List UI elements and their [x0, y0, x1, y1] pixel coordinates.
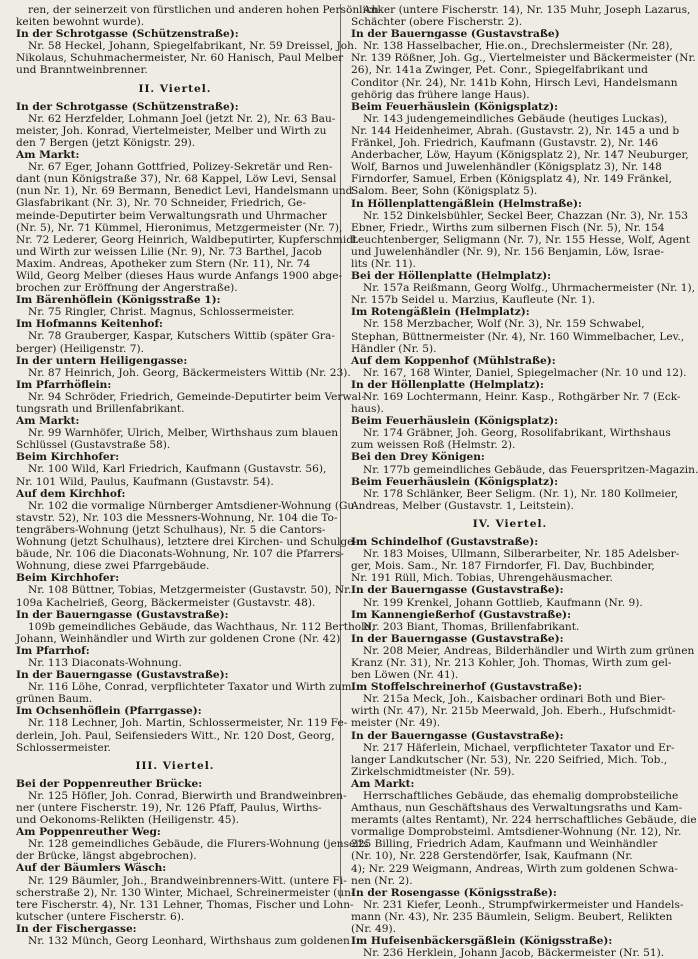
entry-line: 109a Kachelrieß, Georg, Bäckermeister (Gustavstr. 48).	[16, 596, 316, 609]
street-heading: In der Höllenplatte (Helmplatz):	[351, 378, 544, 391]
street-heading: In der Bauerngasse (Gustavstraße):	[16, 608, 229, 621]
entry-line: tengräbers-Wohnung (jetzt Schulhaus), Nr. 5 die Cantors-	[16, 523, 326, 536]
entry-line: bäude, Nr. 106 die Diaconats-Wohnung, Nr. 107 die Pfarrers-	[16, 548, 344, 561]
entry-line: Johann, Weinhändler und Wirth zur goldenen Crone (Nr. 42)	[16, 632, 341, 645]
entry-line: Nr. 128 gemeindliches Gebäude, die Flurers-Wohnung (jenseits	[28, 838, 369, 851]
street-heading: In der Bauerngasse (Gustavstraße):	[351, 584, 564, 597]
street-heading: Bei den Drey Königen:	[351, 451, 485, 464]
entry-line: Kranz (Nr. 31), Nr. 213 Kohler, Joh. Thomas, Wirth zum gel-	[351, 656, 672, 669]
entry-line: Nr. 191 Rüll, Mich. Tobias, Uhrengehäusmacher.	[351, 572, 613, 585]
entry-line: Nr. 58 Heckel, Johann, Spiegelfabrikant, Nr. 59 Dreissel, Joh.	[28, 40, 358, 53]
street-heading: In Höllenplattengäßlein (Helmstraße):	[351, 197, 582, 210]
entry-line: Ebner, Friedr., Wirths zum silbernen Fisch (Nr. 5), Nr. 154	[351, 221, 665, 234]
street-heading: Im Stoffelschreinerhof (Gustavstraße):	[351, 681, 583, 694]
entry-line: dant (nun Königstraße 37), Nr. 68 Kappel, Löw Levi, Sensal	[16, 173, 337, 186]
entry-line: Nr. 75 Ringler, Christ. Magnus, Schlossermeister.	[28, 306, 295, 319]
entry-line: und Oekonoms-Relikten (Heiligenstr. 45).	[16, 814, 239, 827]
street-heading: Am Markt:	[16, 415, 80, 428]
entry-line: Nr. 174 Gräbner, Joh. Georg, Rosolifabrikant, Wirthshaus	[363, 427, 671, 440]
entry-line: Nr. 118 Lechner, Joh. Martin, Schlossermeister, Nr. 119 Fe-	[28, 717, 348, 730]
entry-line: der Brücke, längst abgebrochen).	[16, 850, 197, 863]
entry-line: Schlossermeister.	[16, 741, 111, 754]
quarter-heading: III. Viertel.	[135, 759, 215, 772]
street-heading: In der Bauerngasse (Gustavstraße)	[351, 28, 560, 41]
entry-line: Händler (Nr. 5).	[351, 342, 437, 355]
entry-line: und Branntweinbrenner.	[16, 64, 148, 77]
street-heading: Bei der Poppenreuther Brücke:	[16, 777, 203, 790]
entry-line: und Juwelenhändler (Nr. 9), Nr. 156 Benjamin, Löw, Israe-	[351, 245, 664, 258]
entry-line: Herrschaftliches Gebäude, das ehemalig domprobsteiliche	[363, 790, 679, 802]
street-heading: In der Bauerngasse (Gustavstraße):	[16, 669, 229, 682]
entry-line: ger, Mois. Sam., Nr. 187 Firndorfer, Fl. Dav, Buchbinder,	[351, 560, 655, 573]
entry-line: (nun Nr. 1), Nr. 69 Bermann, Benedict Levi, Handelsmann und	[16, 185, 353, 198]
entry-line: Nr. 67 Eger, Johann Gottfried, Polizey-Sekretär und Ren-	[28, 161, 333, 174]
entry-line: Nr. 217 Häferlein, Michael, verpflichteter Taxator und Er-	[363, 741, 675, 754]
street-heading: Im Pfarrhöflein:	[16, 378, 112, 391]
entry-line: derlein, Joh. Paul, Seifensieders Witt., Nr. 120 Dost, Georg,	[16, 729, 335, 742]
right-column	[351, 4, 698, 959]
entry-line: Nr. 99 Warnhöfer, Ulrich, Melber, Wirthshaus zum blauen	[28, 427, 339, 440]
entry-line: Glasfabrikant (Nr. 3), Nr. 70 Schneider, Friedrich, Ge-	[16, 197, 306, 210]
entry-line: Wohnung (jetzt Schulhaus), letztere drei Kirchen- und Schulge-	[16, 536, 358, 549]
entry-line: lits (Nr. 11).	[351, 257, 416, 270]
street-heading: Am Poppenreuther Weg:	[16, 826, 161, 839]
entry-line: meinde-Deputirter beim Verwaltungsrath und Uhrmacher	[16, 209, 327, 222]
entry-line: ben Löwen (Nr. 41).	[351, 669, 459, 682]
entry-line: ner (untere Fischerstr. 19), Nr. 126 Pfaff, Paulus, Wirths-	[16, 802, 322, 814]
entry-line: (Nr. 5), Nr. 71 Kümmel, Hieronimus, Metzgermeister (Nr. 7),	[16, 221, 343, 234]
entry-line: Stephan, Büttnermeister (Nr. 4), Nr. 160 Wimmelbacher, Lev.,	[351, 330, 685, 343]
street-heading: Beim Feuerhäuslein (Königsplatz):	[351, 415, 559, 428]
entry-line: meister, Joh. Konrad, Viertelmeister, Melber und Wirth zu	[16, 124, 327, 137]
entry-line: Nr. 152 Dinkelsbühler, Seckel Beer, Chazzan (Nr. 3), Nr. 153	[363, 209, 688, 222]
street-heading: Bei der Höllenplatte (Helmplatz):	[351, 270, 552, 283]
street-heading: Im Pfarrhof:	[16, 644, 90, 657]
entry-line: Nr. 102 die vormalige Nürnberger Amtsdiener-Wohnung (Gu-	[28, 499, 358, 512]
entry-line: Anker (untere Fischerstr. 14), Nr. 135 Muhr, Joseph Lazarus,	[363, 4, 691, 16]
entry-line: wirth (Nr. 47), Nr. 215b Meerwald, Joh. Eberh., Hufschmidt-	[351, 705, 676, 718]
entry-line: tere Fischerstr. 4), Nr. 131 Lehner, Thomas, Fischer und Lohn-	[16, 898, 354, 911]
entry-line: Nr. 113 Diaconats-Wohnung.	[28, 656, 182, 669]
entry-line: Nr. 169 Lochtermann, Heinr. Kasp., Rothgärber Nr. 7 (Eck-	[363, 391, 681, 403]
entry-line: scherstraße 2), Nr. 130 Winter, Michael, Schreinermeister (un-	[16, 886, 355, 899]
entry-line: 225 Billing, Friedrich Adam, Kaufmann und Weinhändler	[351, 838, 658, 851]
entry-line: den 7 Bergen (jetzt Königstr. 29).	[16, 136, 196, 149]
quarter-heading: II. Viertel.	[138, 82, 212, 95]
street-heading: Auf dem Kirchhof:	[16, 487, 126, 500]
entry-line: Nr. 208 Meier, Andreas, Bilderhändler und Wirth zum grünen	[363, 644, 695, 657]
quarter-heading: IV. Viertel.	[472, 517, 548, 530]
entry-line: vormalige Domprobsteiml. Amtsdiener-Wohnung (Nr. 12), Nr.	[351, 826, 682, 839]
entry-line: Nr. 108 Büttner, Tobias, Metzgermeister (Gustavstr. 50), Nr.	[28, 584, 352, 597]
entry-line: grünen Baum.	[16, 693, 93, 706]
entry-line: ren, der seinerzeit von fürstlichen und anderen hohen Persönlich-	[28, 4, 383, 16]
entry-line: Nr. 101 Wild, Paulus, Kaufmann (Gustavstr. 54).	[16, 475, 274, 488]
entry-line: Wolf, Barnos und Juwelenhändler (Königsplatz 3), Nr. 148	[351, 161, 662, 174]
entry-line: Nr. 157a Reißmann, Georg Wolfg., Uhrmachermeister (Nr. 1),	[363, 282, 695, 295]
entry-line: Nr. 129 Bäumler, Joh., Brandweinbrenners-Witt. (untere Fi-	[28, 874, 347, 887]
entry-line: 109b gemeindliches Gebäude, das Wachthaus, Nr. 112 Berthold,	[28, 620, 375, 633]
entry-line: langer Landkutscher (Nr. 53), Nr. 220 Seifried, Mich. Tob.,	[351, 753, 668, 766]
entry-line: Nr. 94 Schröder, Friedrich, Gemeinde-Deputirter beim Verwal-	[28, 390, 365, 403]
street-heading: Im Hufeisenbäckersgäßlein (Königsstraße):	[351, 935, 613, 948]
street-heading: Auf dem Koppenhof (Mühlstraße):	[351, 354, 556, 367]
entry-line: nen (Nr. 2).	[351, 874, 413, 887]
street-heading: In der Bauerngasse (Gustavstraße):	[351, 632, 564, 645]
entry-line: Anderbacher, Löw, Hayum (Königsplatz 2), Nr. 147 Neuburger,	[351, 149, 689, 162]
entry-line: Salom. Beer, Sohn (Königsplatz 5).	[351, 185, 538, 198]
entry-line: Nr. 143 judengemeindliches Gebäude (heutiges Luckas),	[363, 112, 668, 125]
entry-line: (Nr. 49).	[351, 923, 397, 936]
entry-line: zum weissen Roß (Helmstr. 2).	[351, 439, 516, 452]
entry-line: Nr. 199 Krenkel, Johann Gottlieb, Kaufmann (Nr. 9).	[363, 596, 643, 609]
entry-line: Nr. 125 Höfler, Joh. Conrad, Bierwirth und Brandweinbren-	[28, 789, 347, 802]
entry-line: meister (Nr. 49).	[351, 717, 441, 730]
entry-line: Zirkelschmidtmeister (Nr. 59).	[351, 765, 515, 778]
entry-line: Wild, Georg Melber (dieses Haus wurde Anfangs 1900 abge-	[16, 269, 343, 282]
entry-line: Nr. 116 Löhe, Conrad, verpflichteter Taxator und Wirth zum	[28, 681, 352, 694]
street-heading: Beim Kirchhofer:	[16, 451, 120, 464]
entry-line: 4); Nr. 229 Weigmann, Andreas, Wirth zum goldenen Schwa-	[351, 862, 678, 875]
entry-line: Nr. 132 Münch, Georg Leonhard, Wirthshaus zum goldenen	[28, 935, 350, 948]
entry-line: Nr. 158 Merzbacher, Wolf (Nr. 3), Nr. 159 Schwabel,	[363, 318, 645, 331]
street-heading: Beim Feuerhäuslein (Königsplatz):	[351, 100, 559, 113]
entry-line: brochen zur Eröffnung der Angerstraße).	[16, 282, 238, 295]
entry-line: Amthaus, nun Geschäftshaus des Verwaltungsraths und Kam-	[351, 802, 683, 815]
street-heading: Auf der Bäumlers Wäsch:	[16, 862, 167, 875]
entry-line: Nr. 72 Lederer, Georg Heinrich, Waldbeputirter, Kupferschmidt	[16, 233, 358, 246]
entry-line: Nr. 157b Seidel u. Marzius, Kaufleute (Nr. 1).	[351, 294, 596, 307]
entry-line: Schächter (obere Fischerstr. 2).	[351, 16, 523, 29]
entry-line: haus).	[351, 403, 384, 416]
entry-line: Maxim. Andreas, Apotheker zum Stern (Nr. 11), Nr. 74	[16, 257, 311, 270]
entry-line: Nr. 78 Grauberger, Kaspar, Kutschers Wittib (später Gra-	[28, 330, 335, 343]
street-heading: Im Hofmanns Keitenhof:	[16, 318, 163, 331]
entry-line: tungsrath und Brillenfabrikant.	[16, 403, 185, 415]
street-heading: Im Kannengießerhof (Gustavstraße):	[351, 608, 571, 621]
entry-line: Schlüssel (Gustavstraße 58).	[16, 439, 171, 452]
street-heading: In der untern Heiligengasse:	[16, 354, 188, 367]
street-heading: In der Schrotgasse (Schützenstraße):	[16, 100, 239, 113]
street-heading: In der Fischergasse:	[16, 922, 137, 935]
entry-line: 26), Nr. 141a Zwinger, Pet. Conr., Spiegelfabrikant und	[351, 64, 648, 77]
entry-line: stavstr. 52), Nr. 103 die Messners-Wohnung, Nr. 104 die To-	[16, 511, 338, 524]
entry-line: Conditor (Nr. 24), Nr. 141b Kohn, Hirsch Levi, Handelsmann	[351, 76, 678, 89]
entry-line: Nikolaus, Schuhmachermeister, Nr. 60 Hanisch, Paul Melber	[16, 52, 344, 65]
entry-line: Nr. 203 Biant, Thomas, Brillenfabrikant.	[363, 620, 580, 633]
street-heading: Im Schindelhof (Gustavstraße):	[351, 536, 539, 549]
entry-line: Nr. 236 Herklein, Johann Jacob, Bäckermeister (Nr. 51).	[363, 947, 665, 959]
street-heading: Im Rotengäßlein (Helmplatz):	[351, 306, 530, 319]
entry-line: mann (Nr. 43), Nr. 235 Bäumlein, Seligm. Beubert, Relikten	[351, 910, 673, 923]
entry-line: Nr. 231 Kiefer, Leonh., Strumpfwirkermeister und Handels-	[363, 898, 684, 911]
entry-line: Nr. 87 Heinrich, Joh. Georg, Bäckermeisters Wittib (Nr. 23).	[28, 366, 351, 379]
entry-line: Andreas, Melber (Gustavstr. 1, Leitstein).	[351, 499, 574, 512]
entry-line: Nr. 144 Heidenheimer, Abrah. (Gustavstr. 2), Nr. 145 a und b	[351, 124, 680, 137]
street-heading: Beim Kirchhofer:	[16, 572, 120, 585]
entry-line: kutscher (untere Fischerstr. 6).	[16, 910, 185, 923]
entry-line: und Wirth zur weissen Lilie (Nr. 9), Nr. 73 Barthel, Jacob	[16, 245, 322, 258]
entry-line: meramts (altes Rentamt), Nr. 224 herrschaftliches Gebäude, die	[351, 814, 697, 827]
entry-line: Nr. 167, 168 Winter, Daniel, Spiegelmacher (Nr. 10 und 12).	[363, 366, 687, 379]
entry-line: berger) (Heiligenstr. 7).	[16, 342, 144, 355]
entry-line: (Nr. 10), Nr. 228 Gerstendörfer, Isak, Kaufmann (Nr.	[351, 850, 633, 863]
entry-line: Nr. 62 Herzfelder, Lohmann Joel (jetzt Nr. 2), Nr. 63 Bau-	[28, 112, 336, 125]
entry-line: gehörig das frühere lange Haus).	[351, 88, 530, 101]
entry-line: Nr. 138 Hasselbacher, Hie.on., Drechslermeister (Nr. 28),	[363, 40, 673, 53]
street-heading: Am Markt:	[16, 149, 80, 162]
street-heading: Im Ochsenhöflein (Pfarrgasse):	[16, 705, 202, 718]
entry-line: Fränkel, Joh. Friedrich, Kaufmann (Gustavstr. 2), Nr. 146	[351, 137, 659, 150]
entry-line: Leuchtenberger, Seligmann (Nr. 7), Nr. 155 Hesse, Wolf, Agent	[351, 233, 691, 246]
entry-line: keiten bewohnt wurde).	[16, 16, 145, 29]
entry-line: Nr. 183 Moises, Ullmann, Silberarbeiter, Nr. 185 Adelsber-	[363, 548, 680, 561]
street-heading: Im Bärenhöflein (Königsstraße 1):	[16, 294, 221, 307]
street-heading: In der Bauerngasse (Gustavstraße):	[351, 729, 564, 742]
entry-line: Nr. 139 Rößner, Joh. Gg., Viertelmeister und Bäckermeister (Nr.	[351, 52, 696, 65]
entry-line: Nr. 177b gemeindliches Gebäude, das Feuerspritzen-Magazin.	[363, 463, 698, 476]
street-heading: Beim Feuerhäuslein (Königsplatz):	[351, 475, 559, 488]
entry-line: Nr. 215a Meck, Joh., Kaisbacher ordinari Both und Bier-	[363, 693, 666, 706]
street-heading: In der Schrotgasse (Schützenstraße):	[16, 28, 239, 41]
entry-line: Wohnung, diese zwei Pfarrgebäude.	[16, 560, 210, 573]
entry-line: Nr. 100 Wild, Karl Friedrich, Kaufmann (Gustavstr. 56),	[28, 463, 327, 476]
entry-line: Nr. 178 Schlänker, Beer Seligm. (Nr. 1), Nr. 180 Kollmeier,	[363, 487, 679, 500]
street-heading: In der Rosengasse (Königsstraße):	[351, 886, 557, 899]
street-heading: Am Markt:	[351, 777, 415, 790]
entry-line: Firndorfer, Samuel, Erben (Königsplatz 4), Nr. 149 Fränkel,	[351, 173, 672, 186]
